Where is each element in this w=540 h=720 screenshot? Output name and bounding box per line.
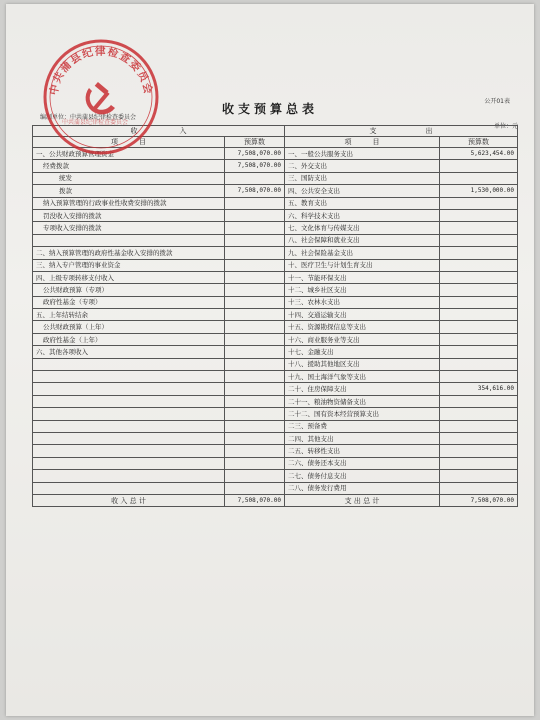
budget-table [32,125,518,507]
income-amount-cell [225,470,285,482]
expense-item-cell: 二十二、国有资本经营预算支出 [285,408,440,420]
table-row [33,296,518,308]
expense-item-cell: 二八、债务发行费用 [285,482,440,494]
table-row [33,284,518,296]
income-amount-cell: 7,508,070.00 [225,160,285,172]
expense-amount-cell [440,209,518,221]
totals-row [33,494,518,506]
income-item-cell: 统发 [33,172,225,184]
expense-amount-cell [440,321,518,333]
income-amount-cell [225,333,285,345]
expense-amount-cell [440,172,518,184]
table-row [33,185,518,197]
income-item-cell: 政府性基金（上年） [33,333,225,345]
income-amount-cell [225,296,285,308]
expense-item-cell: 八、社会保障和就业支出 [285,234,440,246]
expense-amount-cell: 354,616.00 [440,383,518,395]
income-item-cell [33,482,225,494]
expense-amount-cell [440,432,518,444]
table-row [33,383,518,395]
expense-item-cell: 二七、债务付息支出 [285,470,440,482]
income-header: 收 入 [33,126,285,137]
expense-item-cell: 七、文化体育与传媒支出 [285,222,440,234]
table-header-row [33,126,518,137]
income-amount-cell [225,222,285,234]
expense-item-cell: 十六、商业服务业等支出 [285,333,440,345]
income-item-header: 项 目 [33,137,225,148]
income-item-cell [33,432,225,444]
form-number: 公开01表 [484,98,510,105]
expense-amount-cell [440,358,518,370]
income-item-cell [33,457,225,469]
stamp-caption: 中共蒲县纪律检查委员会 [62,119,129,126]
compiler-label: 编制单位： [40,114,71,121]
table-row [33,160,518,172]
expense-item-cell: 十、医疗卫生与计划生育支出 [285,259,440,271]
expense-amount-cell [440,395,518,407]
table-row [33,234,518,246]
income-item-cell [33,470,225,482]
income-total-amount: 7,508,070.00 [225,494,285,506]
income-amount-cell [225,346,285,358]
income-amount-cell [225,234,285,246]
expense-item-cell: 九、社会保险基金支出 [285,247,440,259]
expense-item-cell: 二四、其他支出 [285,432,440,444]
expense-item-cell: 十二、城乡社区支出 [285,284,440,296]
income-amount-cell [225,371,285,383]
income-item-cell: 纳入预算管理的行政事业性收费安排的拨款 [33,197,225,209]
expense-item-cell: 十九、国土海洋气象等支出 [285,371,440,383]
income-amount-cell [225,271,285,283]
income-amount-cell [225,395,285,407]
expense-amount-cell [440,197,518,209]
table-row [33,209,518,221]
expense-item-cell: 五、教育支出 [285,197,440,209]
unit-label: 单位：元 [493,123,518,130]
table-row [33,457,518,469]
expense-item-cell: 三、国防支出 [285,172,440,184]
income-item-cell: 一、公共财政预算管理资金 [33,148,225,160]
table-row [33,321,518,333]
income-amount-cell: 7,508,070.00 [225,148,285,160]
compiler-name: 中共蒲县纪律检查委员会 [70,114,137,121]
table-row [33,222,518,234]
income-item-cell: 经费拨款 [33,160,225,172]
table-row [33,358,518,370]
income-amount-cell [225,457,285,469]
income-item-cell [33,234,225,246]
expense-amount-cell: 1,530,000.00 [440,185,518,197]
income-amount-cell [225,209,285,221]
income-item-cell [33,408,225,420]
expense-item-cell: 二六、债务还本支出 [285,457,440,469]
expense-item-cell: 十一、节能环保支出 [285,271,440,283]
seal-text: 中共蒲县纪律检查委员会 [47,45,155,97]
income-item-cell: 四、上级专项转移支付收入 [33,271,225,283]
table-row [33,197,518,209]
income-amount-cell [225,247,285,259]
expense-item-cell: 六、科学技术支出 [285,209,440,221]
table-row [33,259,518,271]
table-row [33,371,518,383]
expense-item-cell: 十七、金融支出 [285,346,440,358]
income-amount-cell: 7,508,070.00 [225,185,285,197]
table-row [33,333,518,345]
expense-amount-cell [440,234,518,246]
expense-header: 支 出 [285,126,518,137]
expense-amount-cell [440,284,518,296]
table-row [33,148,518,160]
income-total-label: 收 入 总 计 [33,494,225,506]
expense-amount-cell [440,222,518,234]
expense-item-cell: 十五、资源勘探信息等支出 [285,321,440,333]
expense-amount-cell [440,160,518,172]
table-row [33,309,518,321]
income-item-cell: 拨款 [33,185,225,197]
table-row [33,346,518,358]
expense-item-cell: 一、一般公共服务支出 [285,148,440,160]
income-amount-cell [225,445,285,457]
income-amount-cell [225,172,285,184]
expense-amount-cell [440,296,518,308]
expense-item-cell: 二三、预备费 [285,420,440,432]
expense-item-cell: 十三、农林水支出 [285,296,440,308]
table-row [33,445,518,457]
income-item-cell [33,358,225,370]
income-item-cell: 政府性基金（专项） [33,296,225,308]
income-item-cell [33,383,225,395]
table-row [33,271,518,283]
income-amount-cell [225,383,285,395]
income-item-cell: 罚没收入安排的拨款 [33,209,225,221]
expense-amount-cell [440,445,518,457]
expense-total-label: 支 出 总 计 [285,494,440,506]
income-amount-cell [225,284,285,296]
table-row [33,482,518,494]
expense-amount-cell [440,470,518,482]
income-budget-header: 预算数 [225,137,285,148]
expense-amount-cell [440,457,518,469]
income-item-cell: 专项收入安排的拨款 [33,222,225,234]
expense-amount-cell [440,420,518,432]
income-item-cell [33,395,225,407]
expense-amount-cell [440,309,518,321]
income-item-cell: 二、纳入预算管理的政府性基金收入安排的拨款 [33,247,225,259]
expense-amount-cell [440,408,518,420]
income-item-cell: 公共财政预算（上年） [33,321,225,333]
income-amount-cell [225,432,285,444]
income-amount-cell [225,197,285,209]
expense-item-header: 项 目 [285,137,440,148]
table-subheader-row [33,137,518,148]
table-row [33,247,518,259]
income-amount-cell [225,408,285,420]
expense-item-cell: 十四、交通运输支出 [285,309,440,321]
income-item-cell [33,371,225,383]
income-item-cell: 六、其他各项收入 [33,346,225,358]
table-row [33,420,518,432]
table-row [33,395,518,407]
expense-item-cell: 二十、住房保障支出 [285,383,440,395]
income-amount-cell [225,420,285,432]
expense-amount-cell [440,333,518,345]
income-item-cell: 五、上年结转结余 [33,309,225,321]
income-amount-cell [225,321,285,333]
expense-budget-header: 预算数 [440,137,518,148]
table-row [33,408,518,420]
page-title: 收支预算总表 [221,102,318,116]
expense-item-cell: 二十一、粮油物资储备支出 [285,395,440,407]
table-row [33,470,518,482]
income-amount-cell [225,482,285,494]
expense-item-cell: 四、公共安全支出 [285,185,440,197]
income-item-cell: 公共财政预算（专项） [33,284,225,296]
expense-amount-cell [440,271,518,283]
income-item-cell [33,420,225,432]
table-row [33,432,518,444]
expense-item-cell: 十八、援助其他地区支出 [285,358,440,370]
expense-item-cell: 二、外交支出 [285,160,440,172]
income-amount-cell [225,259,285,271]
expense-amount-cell [440,247,518,259]
expense-amount-cell [440,259,518,271]
expense-amount-cell [440,482,518,494]
income-item-cell [33,445,225,457]
compiler-line [40,112,136,121]
income-amount-cell [225,358,285,370]
expense-amount-cell: 5,623,454.00 [440,148,518,160]
expense-amount-cell [440,371,518,383]
income-item-cell: 三、纳入专户管理的事业资金 [33,259,225,271]
income-amount-cell [225,309,285,321]
expense-total-amount: 7,508,070.00 [440,494,518,506]
expense-item-cell: 二五、转移性支出 [285,445,440,457]
expense-amount-cell [440,346,518,358]
table-row [33,172,518,184]
